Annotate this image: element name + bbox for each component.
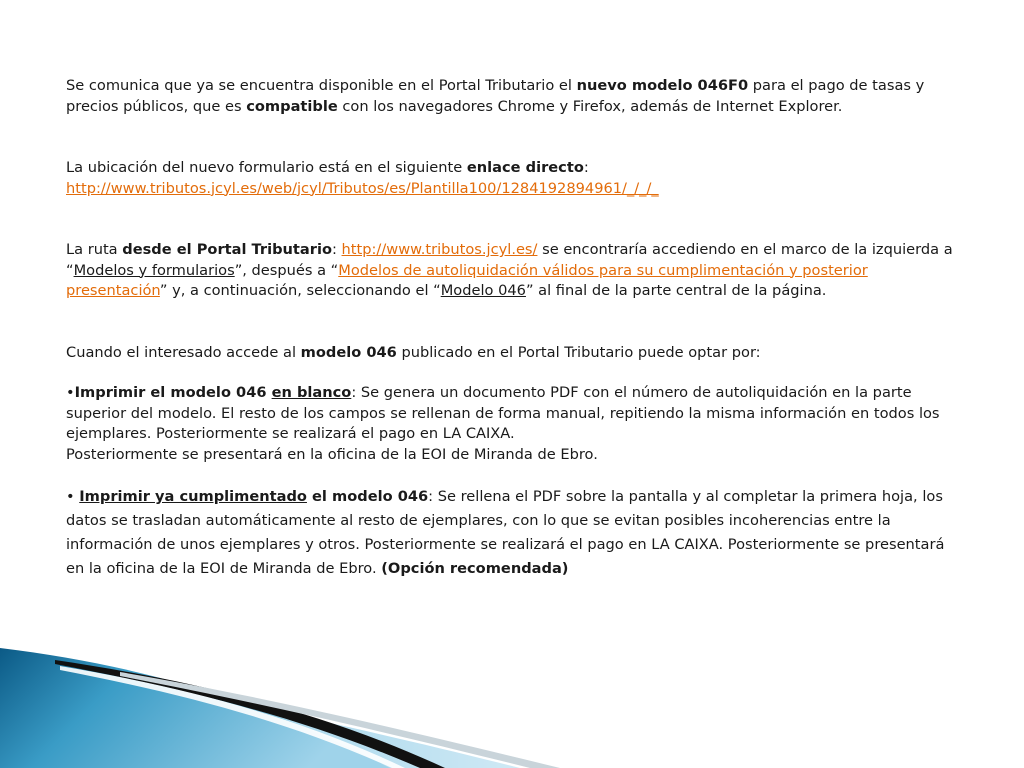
models-forms-menu-link[interactable]: Modelos y formularios bbox=[73, 261, 235, 279]
route-text-4: ” y, a continuación, seleccionando el “ bbox=[159, 282, 441, 299]
options-text: Cuando el interesado accede al bbox=[66, 343, 301, 361]
route-text-2: se encontraría accediendo en el marco de la izquierda a “ bbox=[66, 241, 953, 279]
compatible-bold: compatible bbox=[246, 97, 338, 115]
location-text: La ubicación del nuevo formulario está en el siguiente bbox=[66, 159, 467, 176]
self-assessment-models-link[interactable]: Modelos de autoliquidación válidos para su cumplimentación y posterior presentación bbox=[66, 261, 868, 299]
direct-link-bold: enlace directo bbox=[466, 159, 584, 176]
modelo-046-bold: modelo 046 bbox=[300, 343, 397, 361]
option-blank-text-2: Posteriormente se presentará en la oficina de la EOI de Miranda de Ebro. bbox=[66, 445, 598, 463]
blank-underlined: en blanco bbox=[271, 384, 352, 401]
recommended-option-bold: (Opción recomendada) bbox=[381, 560, 569, 577]
print-blank-bold: Imprimir el modelo 046 bbox=[74, 384, 272, 401]
portal-route-bold: desde el Portal Tributario bbox=[122, 241, 332, 258]
model-name-bold: nuevo modelo 046F0 bbox=[576, 77, 749, 94]
route-text-5: ” al final de la parte central de la página. bbox=[525, 282, 827, 299]
location-colon: : bbox=[583, 159, 589, 176]
intro-text-2: para el pago de tasas y precios públicos, que es bbox=[66, 77, 925, 115]
route-text-3: ”, después a “ bbox=[234, 261, 339, 279]
direct-form-link[interactable]: http://www.tributos.jcyl.es/web/jcyl/Tributos/es/Plantilla100/1284192894961/_/_/_ bbox=[66, 179, 659, 197]
modelo-046-bold-2: el modelo 046 bbox=[306, 488, 429, 505]
option-filled-text: : Se rellena el PDF sobre la pantalla y al completar la primera hoja, los datos se trasladan automáticamente al resto de ejemplares, con lo que se evitan posibles incoherencias entre la información de unos ejemplares y otros. Posteriormente se realizará el pago en LA CAIXA. Posteriormente se presentará en la oficina de la EOI de Miranda de Ebro. bbox=[66, 488, 945, 577]
bullet-icon: • bbox=[66, 488, 80, 505]
portal-link[interactable]: http://www.tributos.jcyl.es/ bbox=[341, 241, 538, 258]
wave-blue-band bbox=[0, 648, 390, 768]
options-text-2: publicado en el Portal Tributario puede optar por: bbox=[396, 343, 761, 361]
modelo-046-link[interactable]: Modelo 046 bbox=[440, 282, 526, 299]
intro-text: Se comunica que ya se encuentra disponible en el Portal Tributario el bbox=[66, 77, 577, 94]
bullet-icon: • bbox=[66, 384, 75, 401]
route-colon: : bbox=[331, 241, 342, 258]
route-text: La ruta bbox=[66, 241, 123, 258]
option-blank-text: : Se genera un documento PDF con el número de autoliquidación en la parte superior del modelo. El resto de los campos se rellenan de forma manual, repitiendo la misma información en todos los ejemplares. Posteriormente se realizará el pago en LA CAIXA. bbox=[66, 384, 940, 442]
intro-text-3: con los navegadores Chrome y Firefox, además de Internet Explorer. bbox=[337, 97, 843, 115]
print-filled-bold-underlined: Imprimir ya cumplimentado bbox=[79, 488, 307, 505]
